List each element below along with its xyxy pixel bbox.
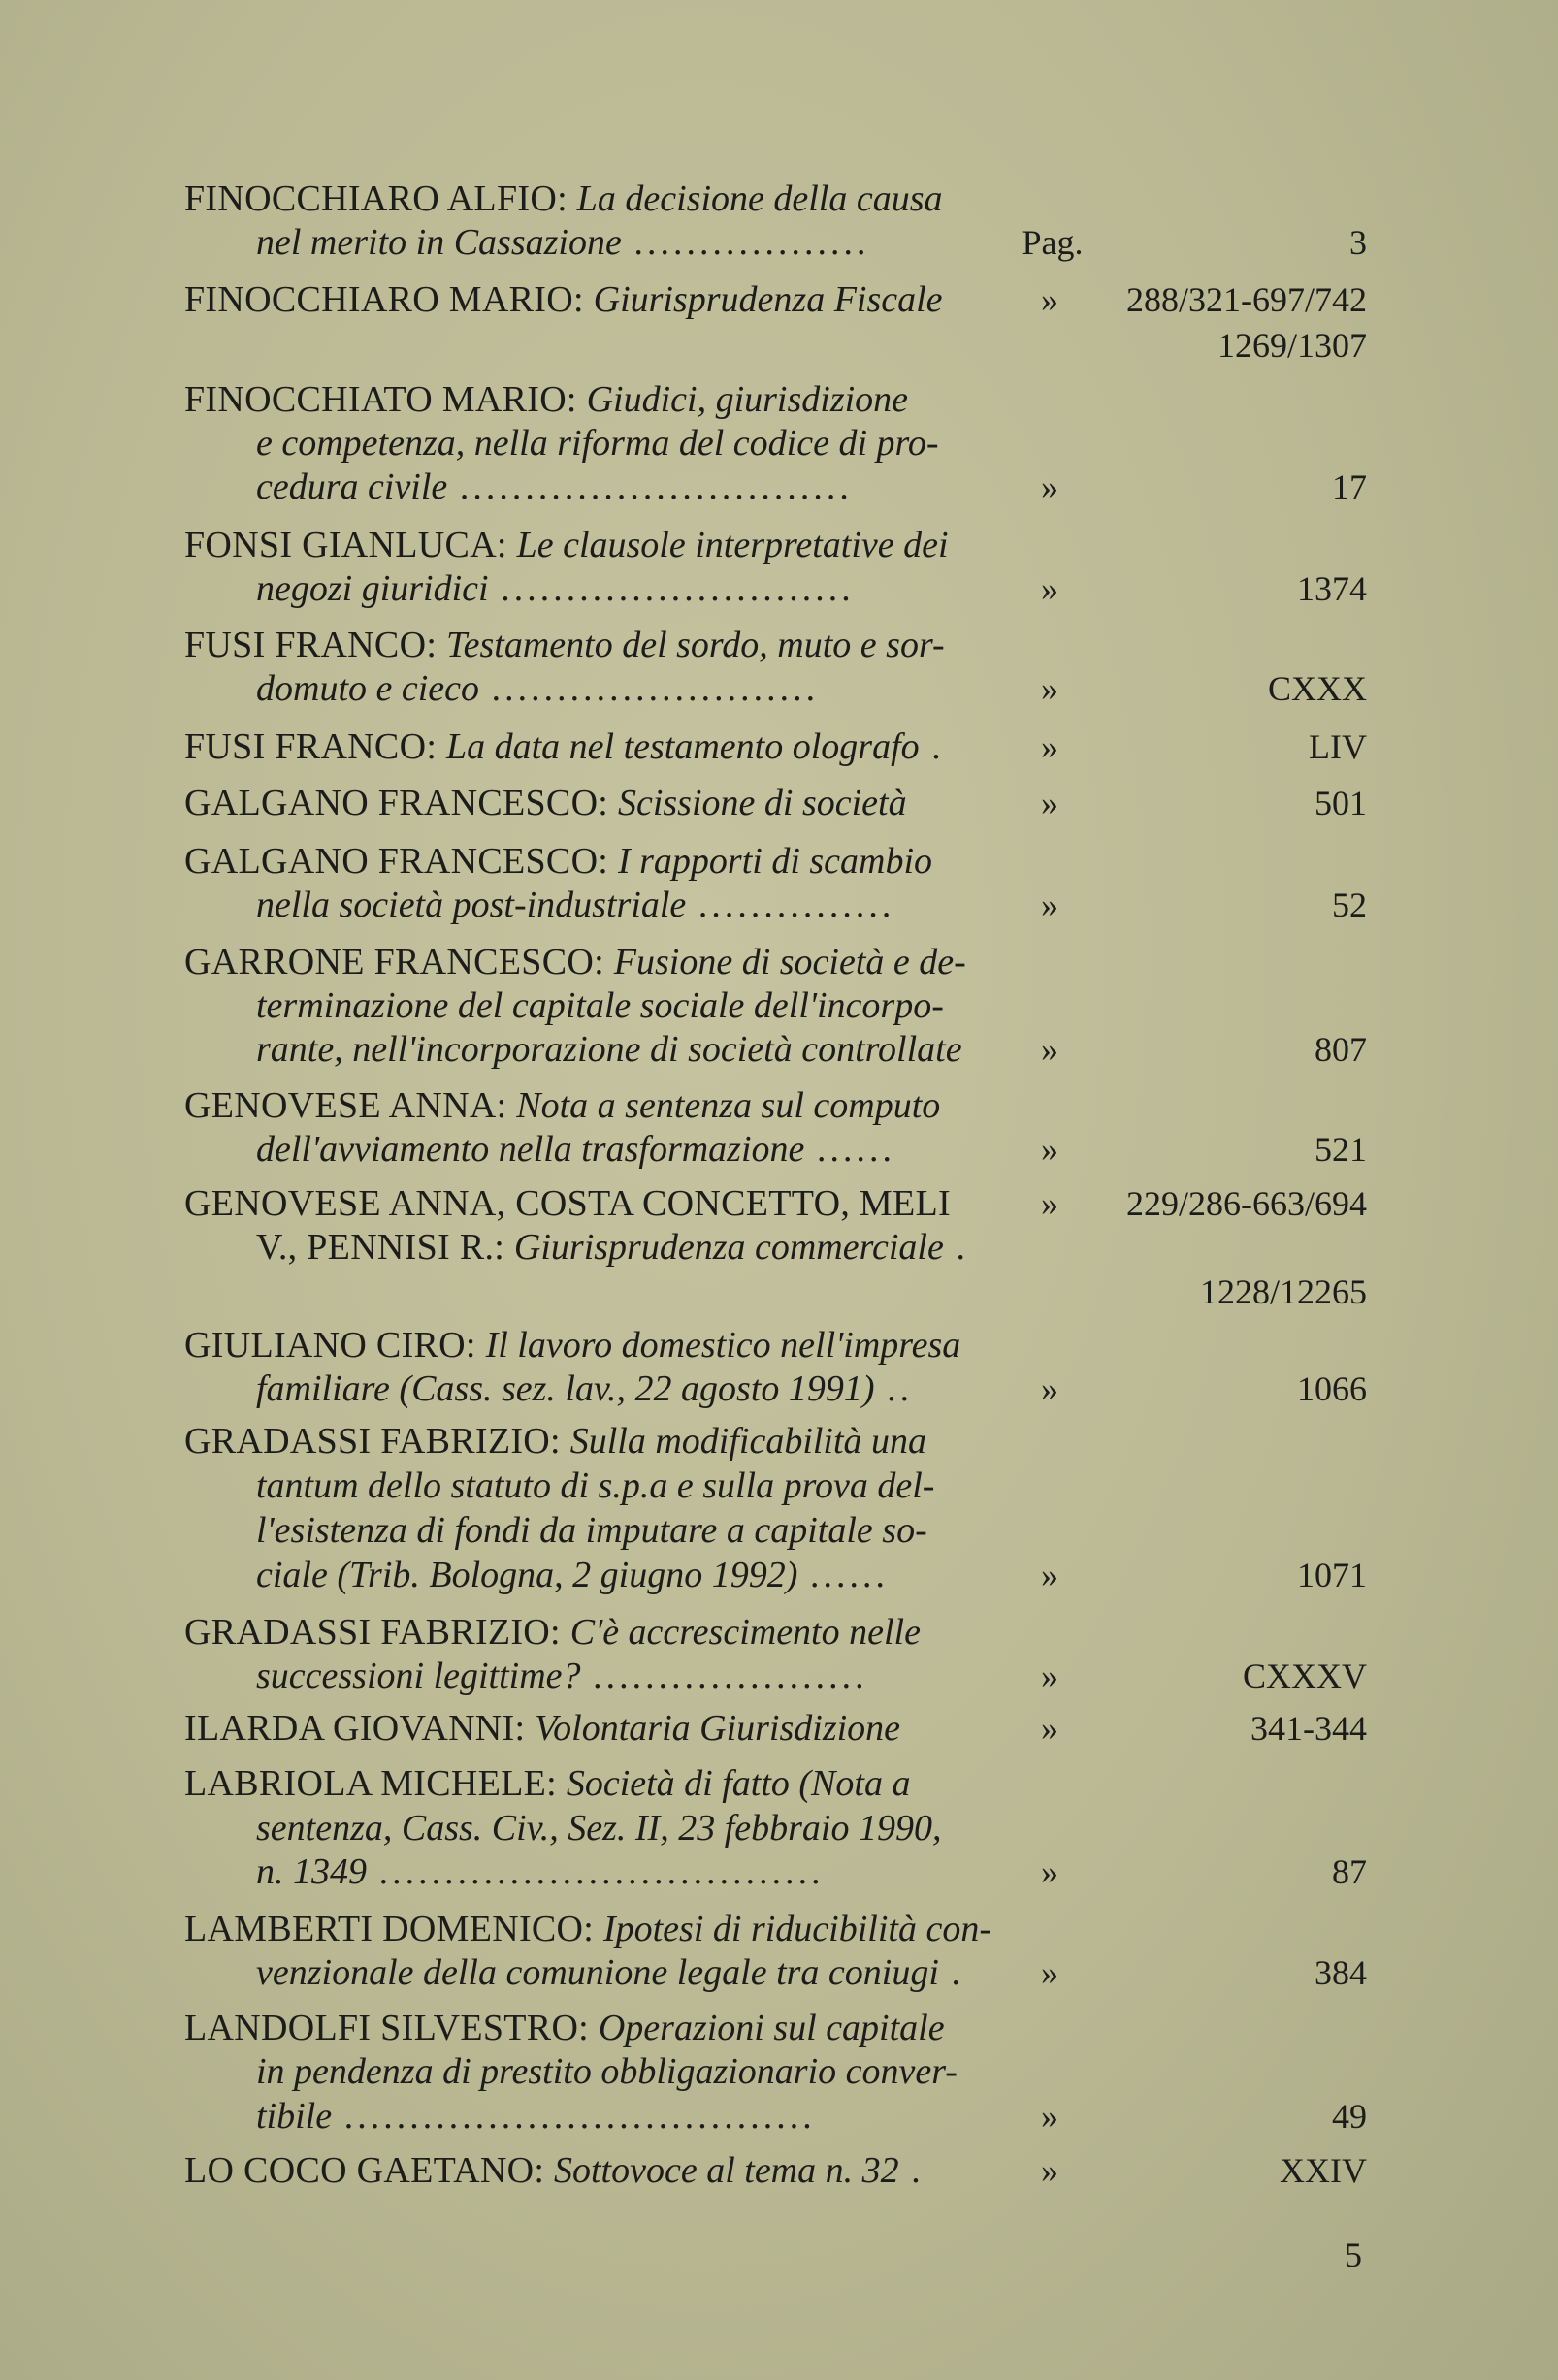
entry-title: tantum dello statuto di s.p.a e sulla prova del- xyxy=(256,1465,935,1506)
page-reference: 49 xyxy=(1332,2097,1367,2136)
entry-author: GRADASSI FABRIZIO: xyxy=(184,1612,570,1653)
ditto-mark: » xyxy=(1041,784,1058,822)
ditto-mark: » xyxy=(1041,1953,1058,1992)
entry-title: Fusione di società e de- xyxy=(613,942,966,982)
dot-leader: . xyxy=(898,2150,925,2191)
entry-author: LAMBERTI DOMENICO: xyxy=(184,1909,603,1949)
entry-author: GALGANO FRANCESCO: xyxy=(184,783,618,823)
page-reference: 341-344 xyxy=(1250,1709,1367,1748)
entry-line xyxy=(184,1762,910,1805)
entry-line xyxy=(256,1807,941,1849)
entry-line xyxy=(256,1951,965,1994)
ditto-mark: » xyxy=(1041,1030,1058,1069)
entry-line xyxy=(256,884,895,926)
dot-leader: .. xyxy=(874,1368,915,1409)
ditto-mark: » xyxy=(1041,569,1058,608)
page-reference: 87 xyxy=(1332,1852,1367,1891)
entry-title: e competenza, nella riforma del codice di pro- xyxy=(256,423,939,464)
entry-author: LABRIOLA MICHELE: xyxy=(184,1763,567,1804)
entry-author: GRADASSI FABRIZIO: xyxy=(184,1421,570,1462)
entry-title: Il lavoro domestico nell'impresa xyxy=(485,1325,961,1366)
entry-line xyxy=(256,1655,869,1697)
entry-line xyxy=(184,1084,940,1127)
page-reference: 288/321-697/742 xyxy=(1126,280,1367,319)
page-reference: CXXX xyxy=(1267,669,1367,708)
ditto-mark: » xyxy=(1041,1656,1058,1695)
entry-title: Testamento del sordo, muto e sor- xyxy=(445,625,945,665)
dot-leader: . xyxy=(943,1227,970,1268)
dot-leader: ...... xyxy=(797,1555,890,1595)
page-reference: 1071 xyxy=(1297,1556,1367,1594)
entry-line xyxy=(256,1850,826,1893)
ditto-mark: » xyxy=(1041,1369,1058,1408)
ditto-mark: » xyxy=(1041,1184,1058,1223)
page-reference: 1066 xyxy=(1297,1369,1367,1408)
ditto-mark: » xyxy=(1041,727,1058,766)
entry-title: ciale (Trib. Bologna, 2 giugno 1992) xyxy=(256,1555,798,1595)
page-label: Pag. xyxy=(1022,223,1084,262)
page-reference: 384 xyxy=(1315,1953,1367,1992)
ditto-mark: » xyxy=(1041,280,1058,319)
page-reference: 501 xyxy=(1315,784,1367,822)
entry-title: I rapporti di scambio xyxy=(617,841,933,882)
entry-title: tibile xyxy=(256,2096,333,2137)
entry-line xyxy=(184,524,949,566)
entry-line xyxy=(184,2149,925,2192)
entry-line xyxy=(256,466,854,508)
entry-line xyxy=(256,422,939,465)
entry-author: FINOCCHIARO ALFIO: xyxy=(184,178,577,219)
entry-author: LO COCO GAETANO: xyxy=(184,2150,554,2191)
page-reference: 3 xyxy=(1349,223,1367,262)
entry-line xyxy=(184,177,943,220)
dot-leader: ......................... xyxy=(479,668,821,709)
entry-author: FINOCCHIARO MARIO: xyxy=(184,279,594,320)
entry-line xyxy=(184,1182,951,1225)
entry-author: FUSI FRANCO: xyxy=(184,726,446,767)
entry-author: ILARDA GIOVANNI: xyxy=(184,1708,536,1749)
entry-line xyxy=(184,1420,926,1463)
entry-title: in pendenza di prestito obbligazionario conver- xyxy=(256,2051,958,2092)
page-reference: 521 xyxy=(1315,1130,1367,1169)
entry-title: n. 1349 xyxy=(256,1851,367,1892)
entry-title: nel merito in Cassazione xyxy=(256,222,622,263)
entry-line xyxy=(256,984,944,1027)
entry-title: Volontaria Giurisdizione xyxy=(535,1708,901,1749)
entry-line xyxy=(184,1908,991,1950)
entry-line xyxy=(184,378,908,421)
entry-line xyxy=(256,567,856,610)
entry-line xyxy=(256,1464,934,1507)
entry-line xyxy=(184,840,932,883)
entry-title: Giurisprudenza commerciale xyxy=(513,1227,944,1268)
ditto-mark: » xyxy=(1041,467,1058,506)
entry-author: V., PENNISI R.: xyxy=(256,1227,514,1268)
entry-author: FUSI FRANCO: xyxy=(184,625,446,665)
entry-author: GALGANO FRANCESCO: xyxy=(184,841,618,882)
entry-author: GIULIANO CIRO: xyxy=(184,1325,486,1366)
dot-leader: .................................. xyxy=(367,1851,826,1892)
entry-line xyxy=(256,1509,927,1552)
entry-title: Ipotesi di riducibilità con- xyxy=(602,1909,991,1949)
dot-leader: ........................... xyxy=(488,568,856,609)
entry-line xyxy=(184,278,943,321)
entry-line xyxy=(184,1707,900,1750)
entry-title: l'esistenza di fondi da imputare a capitale so- xyxy=(256,1510,927,1551)
entry-line xyxy=(184,782,907,824)
page-reference: 229/286-663/694 xyxy=(1126,1184,1367,1223)
dot-leader: .................................... xyxy=(332,2096,817,2137)
entry-line xyxy=(256,1028,962,1071)
entry-title: Giudici, giurisdizione xyxy=(586,379,909,420)
dot-leader: .............................. xyxy=(447,466,854,507)
ditto-mark: » xyxy=(1041,2097,1058,2136)
entry-line xyxy=(184,941,966,983)
entry-title: Scissione di società xyxy=(617,783,907,823)
page-number: 5 xyxy=(1345,2235,1362,2274)
entry-title: La decisione della causa xyxy=(576,178,943,219)
ditto-mark: » xyxy=(1041,1852,1058,1891)
page-reference: 17 xyxy=(1332,467,1367,506)
entry-title: nella società post-industriale xyxy=(256,884,687,925)
entry-title: terminazione del capitale sociale dell'incorpo- xyxy=(256,985,944,1026)
entry-title: La data nel testamento olografo xyxy=(445,726,920,767)
page-reference: 1374 xyxy=(1297,569,1367,608)
entry-line xyxy=(184,624,945,666)
ditto-mark: » xyxy=(1041,669,1058,708)
entry-title: Operazioni sul capitale xyxy=(598,2008,945,2048)
entry-line xyxy=(184,725,946,768)
ditto-mark: » xyxy=(1041,885,1058,924)
ditto-mark: » xyxy=(1041,1130,1058,1169)
entry-title: venzionale della comunione legale tra coniugi xyxy=(256,1952,939,1993)
entry-title: rante, nell'incorporazione di società controllate xyxy=(256,1029,962,1070)
dot-leader: ...... xyxy=(804,1129,896,1170)
entry-author: FINOCCHIATO MARIO: xyxy=(184,379,587,420)
entry-title: negozi giuridici xyxy=(256,568,489,609)
entry-author: FONSI GIANLUCA: xyxy=(184,525,517,565)
dot-leader: ............... xyxy=(686,884,896,925)
ditto-mark: » xyxy=(1041,1709,1058,1748)
page-reference: 807 xyxy=(1315,1030,1367,1069)
entry-title: sentenza, Cass. Civ., Sez. II, 23 febbraio 1990, xyxy=(256,1808,942,1849)
entry-title: successioni legittime? xyxy=(256,1656,581,1696)
entry-author: GENOVESE ANNA, COSTA CONCETTO, MELI xyxy=(184,1183,951,1224)
entry-line xyxy=(256,1367,914,1410)
page-reference: 52 xyxy=(1332,885,1367,924)
dot-leader: .................. xyxy=(621,222,871,263)
page-reference: XXIV xyxy=(1280,2151,1367,2190)
entry-title: Società di fatto (Nota a xyxy=(566,1763,911,1804)
entry-title: Sulla modificabilità una xyxy=(569,1421,927,1462)
entry-line xyxy=(256,2095,817,2138)
page-reference: LIV xyxy=(1309,727,1367,766)
entry-title: Nota a sentenza sul computo xyxy=(516,1085,941,1126)
page-reference: 1228/12265 xyxy=(1199,1272,1367,1311)
entry-title: Sottovoce al tema n. 32 xyxy=(553,2150,899,2191)
ditto-mark: » xyxy=(1041,1556,1058,1594)
entry-title: Giurisprudenza Fiscale xyxy=(593,279,943,320)
entry-line xyxy=(184,1324,960,1367)
entry-line xyxy=(256,1128,896,1171)
entry-line xyxy=(256,221,870,264)
page-reference: CXXXV xyxy=(1242,1656,1367,1695)
entry-line xyxy=(256,1554,890,1596)
entry-title: dell'avviamento nella trasformazione xyxy=(256,1129,805,1170)
entry-line xyxy=(256,1226,970,1269)
dot-leader: . xyxy=(938,1952,965,1993)
entry-line xyxy=(256,667,820,710)
entry-author: GARRONE FRANCESCO: xyxy=(184,942,614,982)
page-reference: 1269/1307 xyxy=(1217,326,1367,365)
entry-title: C'è accrescimento nelle xyxy=(569,1612,921,1653)
entry-title: cedura civile xyxy=(256,466,448,507)
entry-line xyxy=(184,1611,921,1654)
entry-title: Le clausole interpretative dei xyxy=(516,525,949,565)
entry-line xyxy=(256,2050,958,2093)
entry-line xyxy=(184,2007,945,2049)
entry-author: GENOVESE ANNA: xyxy=(184,1085,517,1126)
entry-title: domuto e cieco xyxy=(256,668,480,709)
dot-leader: . xyxy=(919,726,946,767)
dot-leader: ..................... xyxy=(580,1656,869,1696)
ditto-mark: » xyxy=(1041,2151,1058,2190)
entry-title: familiare (Cass. sez. lav., 22 agosto 1991) xyxy=(256,1368,875,1409)
entry-author: LANDOLFI SILVESTRO: xyxy=(184,2008,599,2048)
